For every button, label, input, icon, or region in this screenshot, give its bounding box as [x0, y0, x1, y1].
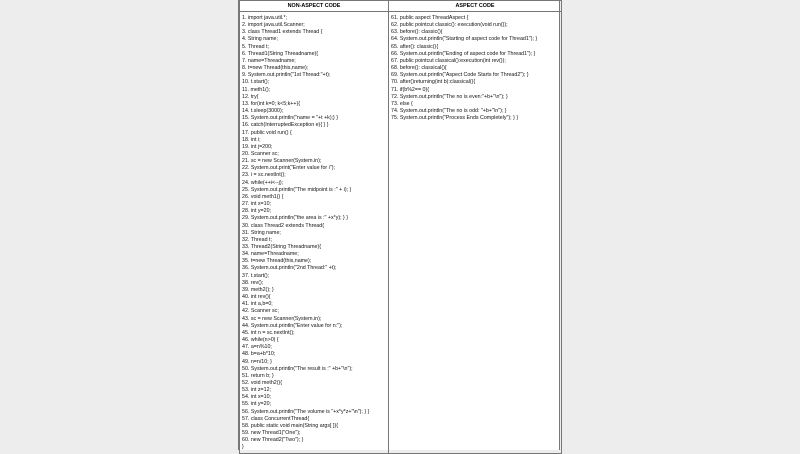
aspect-header: ASPECT CODE	[389, 1, 562, 12]
non-aspect-code-line: 35. t=new Thread(this,name);	[242, 258, 312, 265]
non-aspect-code-cell	[240, 12, 389, 454]
aspect-code-line: 70. after()returning(int b):classical(){	[391, 79, 476, 86]
non-aspect-code-line: 1. import java.util.*;	[242, 15, 288, 21]
aspect-code-line: 71. if(b%2== 0){	[391, 86, 429, 93]
non-aspect-code-line: 23. i = sc.nextInt();	[242, 172, 286, 179]
non-aspect-code-line: 37. t.start();	[242, 272, 270, 279]
code-comparison-table	[239, 0, 562, 454]
aspect-code-line: 61. public aspect ThreadAspect {	[391, 15, 469, 21]
non-aspect-code-line: 33. Thread2(String Threadname){	[242, 244, 322, 250]
aspect-code-cell	[389, 12, 562, 454]
non-aspect-code-line: 32. Thread t;	[242, 236, 272, 243]
non-aspect-code-line: 6. Thread1(String Threadname){	[242, 50, 319, 57]
document-page	[238, 0, 560, 450]
non-aspect-code-line: 9. System.out.println("1st Thread:"+t);	[242, 72, 331, 79]
non-aspect-code-line: 12. try{	[242, 93, 259, 100]
non-aspect-code-line: 42. Scanner sc;	[242, 308, 279, 315]
non-aspect-code-line: 58. public static void main(String args[ ]){	[242, 422, 338, 429]
aspect-code-line: 75. System.out.println("Process Ends Completely"); } }	[391, 115, 519, 122]
non-aspect-code-line: 13. for(int k=0; k<5;k++){	[242, 100, 301, 107]
non-aspect-code-line: 34. name=Threadname;	[242, 251, 299, 258]
aspect-code-line: 72. System.out.println("The no is even:"+b+"\n"); }	[391, 93, 508, 100]
aspect-code-line: 65. after(): classic(){	[391, 43, 439, 50]
non-aspect-code-line: 50. System.out.println("The result is :" +b+"\n");	[242, 365, 353, 372]
non-aspect-code-line: 2. import java.util.Scanner;	[242, 22, 305, 29]
non-aspect-code-line: 26. void meth1() {	[242, 193, 284, 200]
non-aspect-header: NON-ASPECT CODE	[240, 1, 389, 12]
non-aspect-code-line: 44. System.out.println("Enter value for n:");	[242, 322, 343, 329]
non-aspect-code-line: 57. class ConcurrentThread{	[242, 415, 310, 422]
aspect-code-line: 64. System.out.println("Starting of aspect code for Thread1"); }	[391, 36, 538, 43]
aspect-code-line: 68. before(): classical(){	[391, 65, 447, 72]
non-aspect-code-line: 51. return b; }	[242, 372, 274, 379]
non-aspect-code-line: 52. void meth2(){	[242, 379, 283, 386]
non-aspect-code-line: 41. int a,b=0;	[242, 301, 273, 308]
aspect-code-line: 69. System.out.println("Aspect Code Starts for Thread2"); }	[391, 72, 529, 79]
non-aspect-code-line: 18. int i;	[242, 136, 261, 143]
code-row	[240, 12, 562, 454]
non-aspect-code-line: 27. int x=10;	[242, 201, 272, 208]
non-aspect-code-line: 14. t.sleep(3000);	[242, 108, 284, 115]
non-aspect-code-line: 16. catch(InterruptedException e){ } }	[242, 122, 329, 129]
non-aspect-code-line: 7. name=Threadname;	[242, 57, 296, 64]
non-aspect-code-line: 8. t=new Thread(this,name);	[242, 65, 309, 72]
non-aspect-code-line: 5. Thread t;	[242, 43, 269, 50]
non-aspect-code-line: 19. int j=200;	[242, 143, 273, 150]
aspect-code-line: 62. public pointcut classic(): execution(void run());	[391, 22, 508, 29]
non-aspect-code-line: 49. n=n/10; }	[242, 358, 272, 365]
non-aspect-code-line: 47. a=n%10;	[242, 344, 272, 351]
non-aspect-code-line: 25. System.out.println("The midpoint is :" + i); }	[242, 186, 352, 193]
aspect-code-line: 74. System.out.println("The no is odd: "+b+"\n"); }	[391, 108, 507, 115]
non-aspect-code-line: 10. t.start();	[242, 79, 270, 86]
non-aspect-code-line: 17. public void run() {	[242, 129, 292, 136]
non-aspect-code-line: 29. System.out.println("the area is :" +x*y); } }	[242, 215, 349, 222]
non-aspect-code-line: 45. int n = sc.nextInt();	[242, 329, 295, 336]
non-aspect-code-line: 48. b=a+b*10;	[242, 351, 276, 358]
non-aspect-code-line: 38. rev();	[242, 279, 264, 286]
non-aspect-code-line: 22. System.out.print("Enter value for i");	[242, 165, 335, 172]
aspect-code-line: 73. else {	[391, 100, 413, 107]
non-aspect-code-line: 31. String name;	[242, 229, 281, 236]
non-aspect-code-line: 43. sc = new Scanner(System.in);	[242, 315, 322, 322]
non-aspect-code-line: 20. Scanner sc;	[242, 150, 279, 157]
non-aspect-code-line: 30. class Thread2 extends Thread{	[242, 222, 324, 229]
non-aspect-code-line: 55. int y=20;	[242, 401, 272, 408]
header-row	[240, 1, 562, 12]
non-aspect-code-line: 3. class Thread1 extends Thread {	[242, 29, 323, 36]
non-aspect-code-line: 36. System.out.println("2nd Thread:" +t);	[242, 265, 337, 272]
non-aspect-code-line: 24. while(++i<--j);	[242, 179, 284, 186]
non-aspect-code-line: 21. sc = new Scanner(System.in);	[242, 158, 322, 165]
non-aspect-code-line: 53. int z=12;	[242, 387, 272, 394]
non-aspect-code-line: 54. int x=10;	[242, 394, 272, 401]
non-aspect-code-line: 15. System.out.println("name = "+t +k);} }	[242, 115, 339, 122]
non-aspect-code-line: 56. System.out.println("The volume is "+x*y*z+"\n"); } }	[242, 408, 370, 415]
non-aspect-code-line: 59. new Thread1("One");	[242, 430, 301, 437]
non-aspect-code-line: 60. new Thread2("Two"); }	[242, 437, 304, 444]
non-aspect-code-line: 4. String name;	[242, 36, 278, 43]
aspect-code-line: 63. before(): classic(){	[391, 29, 443, 36]
non-aspect-code-line: 39. meth2(); }	[242, 286, 274, 293]
non-aspect-code-line: 40. int rev(){	[242, 294, 271, 301]
non-aspect-code-line: 11. meth1();	[242, 86, 271, 93]
non-aspect-code-line: 28. int y=20;	[242, 208, 272, 215]
non-aspect-code-line: 46. while(n>0) {	[242, 337, 279, 344]
aspect-code-line: 66. System.out.println("Ending of aspect code for Thread1"); }	[391, 50, 536, 57]
aspect-code-line: 67. public pointcut classical():execution(int rev());	[391, 57, 506, 64]
non-aspect-code-line: }	[242, 444, 244, 451]
